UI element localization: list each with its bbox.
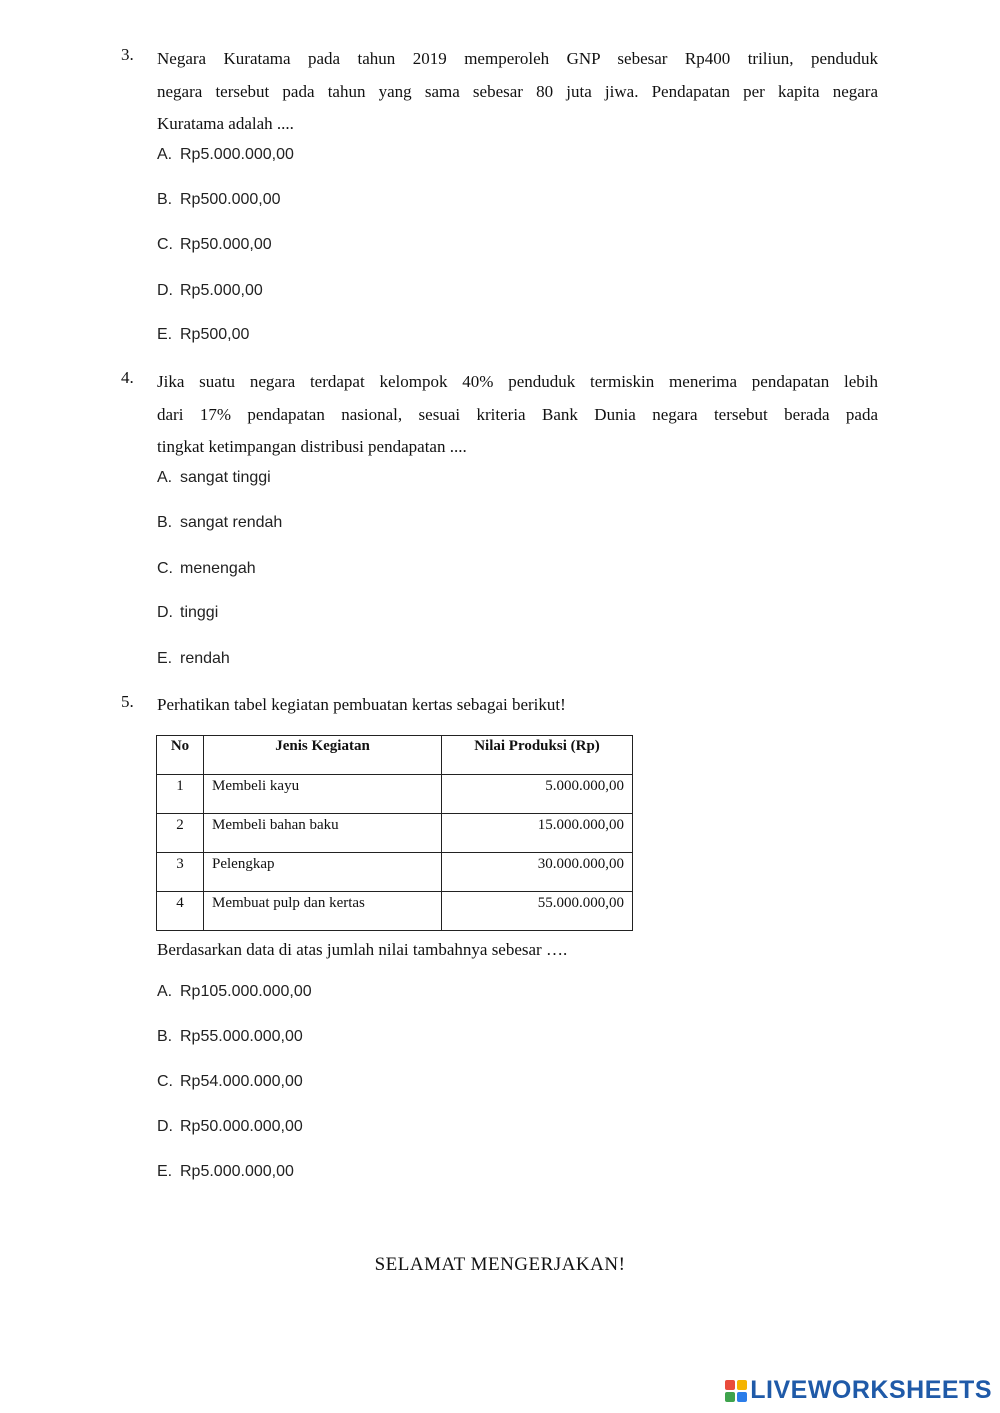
question-4-text <box>157 366 878 464</box>
question-4-option-c[interactable] <box>157 560 256 578</box>
option-letter: B. <box>157 191 173 208</box>
closing-message: SELAMAT MENGERJAKAN! <box>374 1254 626 1275</box>
table-row <box>157 814 633 853</box>
cell-nilai: 15.000.000,00 <box>442 814 633 853</box>
liveworksheets-wordmark: LIVEWORKSHEETS <box>750 1376 992 1404</box>
question-4-option-a[interactable] <box>157 469 271 487</box>
question-3-number: 3. <box>121 45 134 64</box>
option-letter: D. <box>157 282 173 299</box>
option-letter: E. <box>157 326 173 343</box>
table-row <box>157 892 633 931</box>
question-5-number: 5. <box>121 692 134 711</box>
liveworksheets-icon <box>725 1380 747 1402</box>
option-letter: C. <box>157 1073 173 1090</box>
cell-nilai: 5.000.000,00 <box>442 775 633 814</box>
question-5-option-e[interactable] <box>157 1163 294 1181</box>
header-jenis-kegiatan: Jenis Kegiatan <box>204 736 442 775</box>
option-text: menengah <box>180 560 256 577</box>
logo-square-icon <box>725 1392 735 1402</box>
cell-no: 1 <box>157 775 204 814</box>
question-4-option-d[interactable] <box>157 604 218 622</box>
option-text: sangat tinggi <box>180 469 271 486</box>
question-3-line-1: Negara Kuratama pada tahun 2019 memperoleh GNP sebesar Rp400 triliun, penduduk <box>157 49 878 68</box>
table-row <box>157 775 633 814</box>
question-4-option-e[interactable] <box>157 650 230 668</box>
cell-kegiatan: Membuat pulp dan kertas <box>204 892 442 931</box>
option-letter: C. <box>157 560 173 577</box>
option-letter: A. <box>157 983 173 1000</box>
option-text: tinggi <box>180 604 219 621</box>
option-letter: E. <box>157 650 173 667</box>
logo-square-icon <box>737 1392 747 1402</box>
option-text: Rp5.000,00 <box>180 282 263 299</box>
question-3-option-d[interactable] <box>157 282 263 300</box>
option-letter: C. <box>157 236 173 253</box>
option-letter: D. <box>157 1118 173 1135</box>
cell-nilai: 55.000.000,00 <box>442 892 633 931</box>
option-letter: B. <box>157 514 173 531</box>
option-text: Rp54.000.000,00 <box>180 1073 303 1090</box>
option-letter: E. <box>157 1163 173 1180</box>
option-letter: B. <box>157 1028 173 1045</box>
option-text: Rp500.000,00 <box>180 191 281 208</box>
question-3-option-a[interactable] <box>157 146 294 164</box>
option-text: sangat rendah <box>180 514 283 531</box>
question-4-line-2: dari 17% pendapatan nasional, sesuai kriteria Bank Dunia negara tersebut berada pada <box>157 404 878 424</box>
question-3-text <box>157 43 878 141</box>
question-5-option-d[interactable] <box>157 1118 303 1136</box>
production-table <box>156 735 633 931</box>
question-4-line-3: tingkat ketimpangan distribusi pendapatan .... <box>157 437 467 456</box>
option-letter: A. <box>157 146 173 163</box>
logo-square-icon <box>737 1380 747 1390</box>
logo-square-icon <box>725 1380 735 1390</box>
cell-nilai: 30.000.000,00 <box>442 853 633 892</box>
cell-no: 2 <box>157 814 204 853</box>
question-5-text <box>157 689 878 722</box>
cell-kegiatan: Pelengkap <box>204 853 442 892</box>
liveworksheets-logo <box>725 1376 992 1405</box>
question-3-line-3: Kuratama adalah .... <box>157 114 294 133</box>
option-letter: A. <box>157 469 173 486</box>
question-3-line-2: negara tersebut pada tahun yang sama sebesar 80 juta jiwa. Pendapatan per kapita negara <box>157 81 878 101</box>
option-text: Rp105.000.000,00 <box>180 983 312 1000</box>
question-3-option-c[interactable] <box>157 236 272 254</box>
option-text: Rp50.000,00 <box>180 236 272 253</box>
question-5-option-a[interactable] <box>157 983 312 1001</box>
option-text: rendah <box>180 650 230 667</box>
question-5-option-b[interactable] <box>157 1028 303 1046</box>
table-header-row <box>157 736 633 775</box>
question-5-followup: Berdasarkan data di atas jumlah nilai tambahnya sebesar …. <box>157 940 568 959</box>
question-3-option-b[interactable] <box>157 191 281 209</box>
option-text: Rp50.000.000,00 <box>180 1118 303 1135</box>
option-letter: D. <box>157 604 173 621</box>
question-5-option-c[interactable] <box>157 1073 303 1091</box>
cell-kegiatan: Membeli kayu <box>204 775 442 814</box>
question-4-line-1: Jika suatu negara terdapat kelompok 40% penduduk termiskin menerima pendapatan lebih <box>157 372 878 391</box>
option-text: Rp5.000.000,00 <box>180 1163 294 1180</box>
cell-kegiatan: Membeli bahan baku <box>204 814 442 853</box>
table-row <box>157 853 633 892</box>
cell-no: 4 <box>157 892 204 931</box>
option-text: Rp55.000.000,00 <box>180 1028 303 1045</box>
question-5-line-1: Perhatikan tabel kegiatan pembuatan kertas sebagai berikut! <box>157 695 566 714</box>
header-no: No <box>157 736 204 775</box>
option-text: Rp500,00 <box>180 326 250 343</box>
question-4-option-b[interactable] <box>157 514 282 532</box>
question-3-option-e[interactable] <box>157 326 249 344</box>
header-nilai-produksi: Nilai Produksi (Rp) <box>442 736 633 775</box>
cell-no: 3 <box>157 853 204 892</box>
option-text: Rp5.000.000,00 <box>180 146 294 163</box>
question-4-number: 4. <box>121 368 134 387</box>
